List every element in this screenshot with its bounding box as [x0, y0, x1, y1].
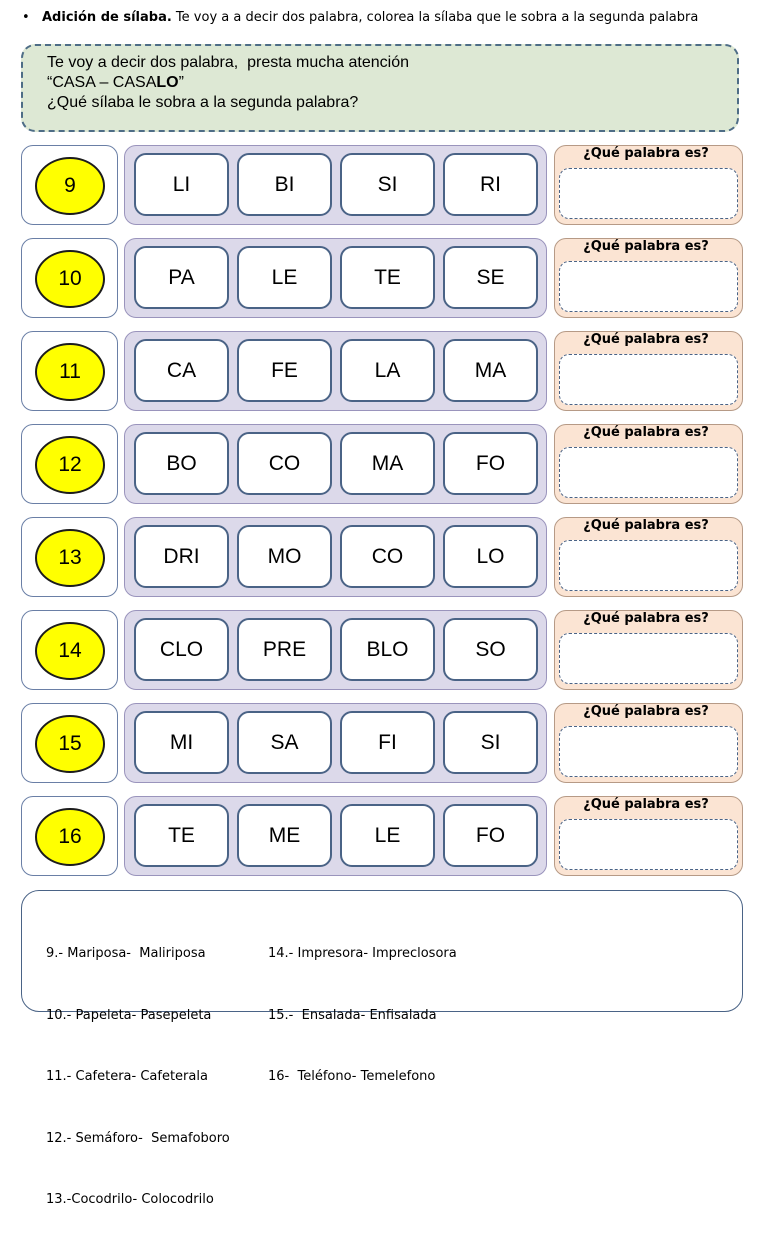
answer-prompt-label: ¿Qué palabra es?	[583, 704, 709, 719]
syllable-card[interactable]: TE	[134, 804, 229, 867]
answer-prompt-label: ¿Qué palabra es?	[583, 332, 709, 347]
syllable-card[interactable]: MI	[134, 711, 229, 774]
answer-panel	[554, 145, 743, 225]
syllable-card[interactable]: PA	[134, 246, 229, 309]
number-box	[21, 238, 118, 318]
answer-panel	[554, 331, 743, 411]
instruction-box	[21, 44, 739, 132]
syllable-card[interactable]: FI	[340, 711, 435, 774]
item-number-badge: 10	[35, 250, 105, 308]
syllable-card[interactable]: BO	[134, 432, 229, 495]
heading-title: Adición de sílaba.	[42, 10, 172, 25]
answer-panel	[554, 517, 743, 597]
syllable-card[interactable]: ME	[237, 804, 332, 867]
instruction-line-2	[47, 73, 737, 93]
syllable-card[interactable]: LE	[340, 804, 435, 867]
syllable-card[interactable]: FO	[443, 804, 538, 867]
syllable-card[interactable]: LO	[443, 525, 538, 588]
exercise-row	[21, 238, 743, 318]
number-box	[21, 796, 118, 876]
number-box	[21, 517, 118, 597]
syllable-card[interactable]: BI	[237, 153, 332, 216]
answer-prompt-label: ¿Qué palabra es?	[583, 611, 709, 626]
number-box	[21, 703, 118, 783]
number-box	[21, 424, 118, 504]
answer-panel	[554, 796, 743, 876]
syllable-card[interactable]: SO	[443, 618, 538, 681]
syllable-card[interactable]: LI	[134, 153, 229, 216]
exercise-row	[21, 517, 743, 597]
example-word-suffix: ”	[178, 74, 184, 91]
answer-key-line: 9.- Mariposa- Maliriposa	[46, 946, 206, 961]
example-word-prefix: “CASA – CASA	[47, 74, 157, 91]
syllable-card[interactable]: CLO	[134, 618, 229, 681]
item-number-badge: 11	[35, 343, 105, 401]
number-box	[21, 145, 118, 225]
answer-field[interactable]	[559, 726, 738, 777]
syllable-card[interactable]: MA	[340, 432, 435, 495]
syllable-card[interactable]: MA	[443, 339, 538, 402]
syllable-card[interactable]: LA	[340, 339, 435, 402]
instruction-line-1: Te voy a decir dos palabra, presta mucha atención	[47, 54, 409, 71]
answer-field[interactable]	[559, 819, 738, 870]
syllable-card[interactable]: LE	[237, 246, 332, 309]
exercise-row	[21, 331, 743, 411]
syllable-panel	[124, 331, 547, 411]
answer-panel	[554, 238, 743, 318]
answer-key-line: 10.- Papeleta- Pasepeleta	[46, 1007, 212, 1023]
answer-prompt-label: ¿Qué palabra es?	[583, 797, 709, 812]
answer-panel	[554, 703, 743, 783]
syllable-card[interactable]: MO	[237, 525, 332, 588]
syllable-card[interactable]: CO	[340, 525, 435, 588]
answer-field[interactable]	[559, 447, 738, 498]
worksheet-heading	[22, 9, 752, 27]
exercise-row	[21, 145, 743, 225]
exercise-row	[21, 796, 743, 876]
number-box	[21, 610, 118, 690]
syllable-panel	[124, 703, 547, 783]
answer-key-line: 13.-Cocodrilo- Colocodrilo	[46, 1192, 214, 1207]
item-number-badge: 14	[35, 622, 105, 680]
item-number-badge: 13	[35, 529, 105, 587]
syllable-card[interactable]: SE	[443, 246, 538, 309]
bullet-icon: •	[22, 10, 30, 25]
syllable-panel	[124, 610, 547, 690]
answer-prompt-label: ¿Qué palabra es?	[583, 518, 709, 533]
item-number-badge: 16	[35, 808, 105, 866]
exercise-row	[21, 610, 743, 690]
syllable-panel	[124, 424, 547, 504]
syllable-card[interactable]: RI	[443, 153, 538, 216]
answer-panel	[554, 424, 743, 504]
number-box	[21, 331, 118, 411]
answer-key-line: 12.- Semáforo- Semafoboro	[46, 1130, 230, 1146]
exercise-row	[21, 703, 743, 783]
answer-prompt-label: ¿Qué palabra es?	[583, 425, 709, 440]
syllable-card[interactable]: BLO	[340, 618, 435, 681]
item-number-badge: 12	[35, 436, 105, 494]
answer-field[interactable]	[559, 633, 738, 684]
syllable-card[interactable]: SI	[340, 153, 435, 216]
item-number-badge: 9	[35, 157, 105, 215]
instruction-line-3: ¿Qué sílaba le sobra a la segunda palabra?	[47, 94, 359, 111]
syllable-card[interactable]: SA	[237, 711, 332, 774]
answer-field[interactable]	[559, 540, 738, 591]
answer-key-box	[21, 890, 743, 1207]
answer-key-right-column	[268, 903, 457, 1129]
answer-field[interactable]	[559, 168, 738, 219]
syllable-card[interactable]: FO	[443, 432, 538, 495]
syllable-card[interactable]: TE	[340, 246, 435, 309]
answer-field[interactable]	[559, 354, 738, 405]
example-extra-syllable: LO	[156, 74, 179, 91]
syllable-card[interactable]: SI	[443, 711, 538, 774]
syllable-card[interactable]: CO	[237, 432, 332, 495]
syllable-panel	[124, 238, 547, 318]
answer-key-line: 14.- Impresora- Impreclosora	[268, 946, 457, 961]
item-number-badge: 15	[35, 715, 105, 773]
answer-field[interactable]	[559, 261, 738, 312]
answer-key-line: 11.- Cafetera- Cafeterala	[46, 1069, 208, 1084]
answer-prompt-label: ¿Qué palabra es?	[583, 239, 709, 254]
syllable-card[interactable]: CA	[134, 339, 229, 402]
answer-key-left-column	[46, 903, 230, 1252]
answer-panel	[554, 610, 743, 690]
syllable-card[interactable]: PRE	[237, 618, 332, 681]
answer-key-line: 15.- Ensalada- Enfisalada	[268, 1007, 437, 1023]
syllable-panel	[124, 517, 547, 597]
answer-prompt-label: ¿Qué palabra es?	[583, 146, 709, 161]
heading-text: Te voy a a decir dos palabra, colorea la sílaba que le sobra a la segunda palabra	[171, 10, 699, 25]
answer-key-line: 16- Teléfono- Temelefono	[268, 1069, 436, 1084]
syllable-panel	[124, 145, 547, 225]
exercise-row	[21, 424, 743, 504]
syllable-card[interactable]: FE	[237, 339, 332, 402]
syllable-panel	[124, 796, 547, 876]
syllable-card[interactable]: DRI	[134, 525, 229, 588]
